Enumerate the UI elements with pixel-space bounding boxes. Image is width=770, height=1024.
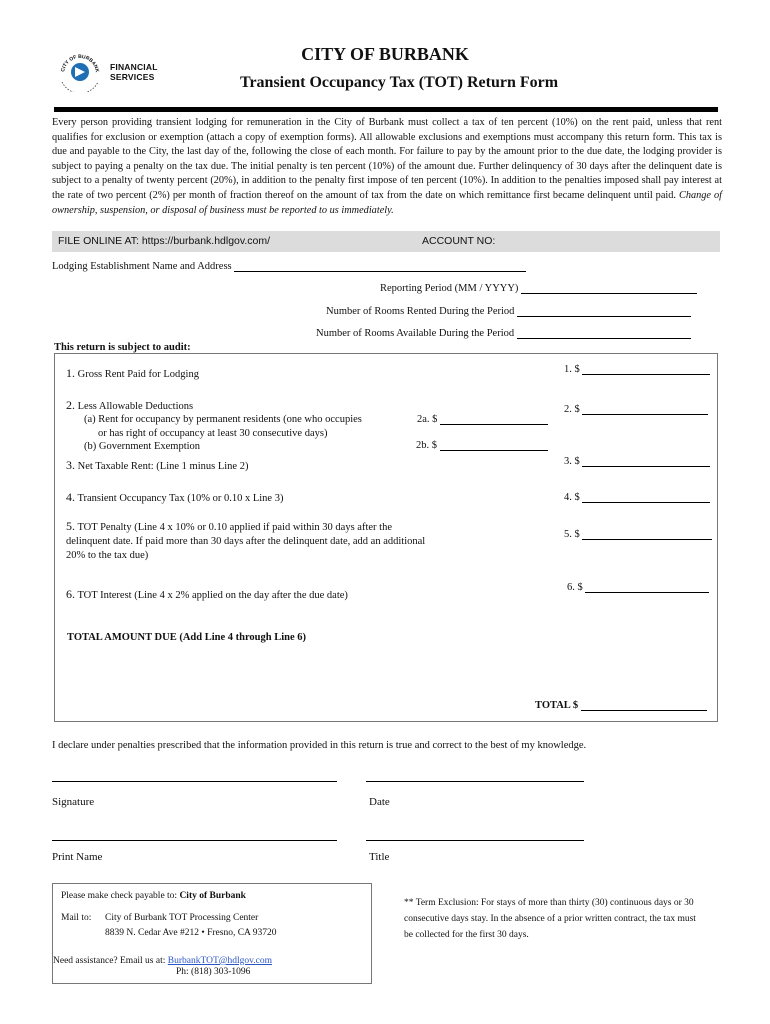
print-name-input[interactable] bbox=[52, 840, 337, 841]
check-payable-to: City of Burbank bbox=[179, 891, 246, 901]
title-input[interactable] bbox=[366, 840, 584, 841]
line-1-amount-label: 1. $ bbox=[564, 364, 580, 375]
line-6-label bbox=[66, 588, 348, 602]
rooms-available-field bbox=[316, 326, 691, 339]
line-5-amount-label: 5. $ bbox=[564, 529, 580, 540]
line-4-text: Transient Occupancy Tax (10% or 0.10 x Line 3) bbox=[77, 493, 284, 504]
reporting-period-input[interactable] bbox=[521, 281, 697, 294]
line-6-number: 6. bbox=[66, 587, 75, 601]
page-subtitle: Transient Occupancy Tax (TOT) Return Form bbox=[239, 74, 559, 91]
account-no-label: ACCOUNT NO: bbox=[422, 235, 496, 247]
line-3-number: 3. bbox=[66, 458, 75, 472]
rooms-available-label: Number of Rooms Available During the Period bbox=[316, 328, 515, 339]
lodging-name-label: Lodging Establishment Name and Address bbox=[52, 261, 232, 272]
line-2-amount-label: 2. $ bbox=[564, 404, 580, 415]
signature-label: Signature bbox=[52, 796, 95, 808]
line-4-amount-label: 4. $ bbox=[564, 492, 580, 503]
line-1-amount-input[interactable] bbox=[582, 363, 710, 375]
term-exclusion-note bbox=[404, 895, 724, 943]
line-5-number: 5. bbox=[66, 519, 75, 533]
mail-address-line2: 8839 N. Cedar Ave #212 • Fresno, CA 93720 bbox=[105, 928, 277, 938]
line-5-text-2: delinquent date. If paid more than 30 days after the delinquent date, add an additional bbox=[66, 536, 426, 547]
declaration-text: I declare under penalties prescribed that the information provided in this return is true and correct to the best of my knowledge. bbox=[52, 740, 587, 751]
line-2a-amount-input[interactable] bbox=[440, 413, 548, 425]
total-amount-due-label: TOTAL AMOUNT DUE (Add Line 4 through Line 6) bbox=[67, 632, 307, 643]
mail-to-label: Mail to: bbox=[61, 913, 92, 923]
line-3-amount bbox=[564, 455, 710, 467]
rooms-rented-input[interactable] bbox=[517, 304, 691, 317]
logo-dept-line1: FINANCIAL bbox=[110, 62, 158, 72]
total-amount bbox=[535, 699, 707, 711]
line-3-amount-input[interactable] bbox=[582, 455, 710, 467]
line-2b-amount-input[interactable] bbox=[440, 439, 548, 451]
file-online-bar bbox=[52, 231, 720, 252]
intro-body: Every person providing transient lodging for remuneration in the City of Burbank must collect a tax of ten percent (10%) on the rent paid, unless that rent qualifies for exclusion or exemption (attach a copy of exemption forms). All allowable exclusions and exemptions must accompany this return form. This tax is due and payable to the City, the last day of the, following the close of each month. For failure to pay by the amount prior to the due date, the lodging provider is subject to paying a penalty on the tax due. The initial penalty is ten percent (10%) of the amount due. Further delinquency of 30 days after the delinquent date is subject to a penalty of twenty percent (20%), in addition to the penalty first impose of ten percent (10%). In addition to the penalties imposed shall pay interest at the rate of two percent (2%) per month of fraction thereof on the amount of tax from the date on which remittance first became delinquent until paid. bbox=[52, 117, 722, 201]
line-2-amount bbox=[564, 403, 708, 415]
line-2b-text: (b) Government Exemption bbox=[84, 441, 201, 452]
line-5-text-1: TOT Penalty (Line 4 x 10% or 0.10 applied if paid within 30 days after the bbox=[77, 522, 392, 533]
mail-address-line1: City of Burbank TOT Processing Center bbox=[105, 913, 259, 923]
audit-notice: This return is subject to audit: bbox=[54, 342, 191, 353]
line-1-label bbox=[66, 367, 199, 381]
payment-info-box bbox=[52, 883, 372, 984]
file-online-link[interactable]: FILE ONLINE AT: https://burbank.hdlgov.com/ bbox=[58, 235, 271, 247]
line-3-amount-label: 3. $ bbox=[564, 456, 580, 467]
line-1-text: Gross Rent Paid for Lodging bbox=[77, 369, 199, 380]
term-note-line1: ** Term Exclusion: For stays of more than thirty (30) continuous days or 30 bbox=[404, 898, 694, 908]
reporting-period-field bbox=[380, 281, 697, 294]
total-amount-input[interactable] bbox=[581, 699, 707, 711]
lodging-name-input[interactable] bbox=[234, 259, 526, 272]
rooms-rented-field bbox=[326, 304, 691, 317]
line-6-amount bbox=[567, 581, 709, 593]
date-label: Date bbox=[369, 796, 390, 808]
line-5-label bbox=[66, 520, 392, 534]
line-3-label bbox=[66, 459, 248, 473]
line-4-label bbox=[66, 491, 283, 505]
line-6-amount-input[interactable] bbox=[585, 581, 709, 593]
line-3-text: Net Taxable Rent: (Line 1 minus Line 2) bbox=[77, 461, 249, 472]
line-6-amount-label: 6. $ bbox=[567, 582, 583, 593]
line-2b-amount-label: 2b. $ bbox=[416, 440, 437, 451]
print-name-label: Print Name bbox=[52, 851, 103, 863]
line-2b-amount bbox=[416, 439, 548, 451]
line-2a-amount-label: 2a. $ bbox=[417, 414, 438, 425]
line-4-amount bbox=[564, 491, 710, 503]
line-2-amount-input[interactable] bbox=[582, 403, 708, 415]
line-2a-amount bbox=[417, 413, 548, 425]
check-payable-line bbox=[61, 891, 246, 901]
line-4-amount-input[interactable] bbox=[582, 491, 710, 503]
line-4-number: 4. bbox=[66, 490, 75, 504]
intro-italic-note: Change of ownership, suspension, or disposal of business must be reported to us immediately. bbox=[52, 189, 722, 216]
assistance-email-link[interactable]: BurbankTOT@hdlgov.com bbox=[167, 956, 273, 966]
rooms-available-input[interactable] bbox=[517, 326, 691, 339]
intro-paragraph bbox=[52, 116, 722, 218]
line-6-text: TOT Interest (Line 4 x 2% applied on the day after the due date) bbox=[77, 590, 348, 601]
signature-input[interactable] bbox=[52, 781, 337, 782]
line-2a-text-1: (a) Rent for occupancy by permanent residents (one who occupies bbox=[84, 414, 362, 425]
date-input[interactable] bbox=[366, 781, 584, 782]
line-1-number: 1. bbox=[66, 366, 75, 380]
term-note-line2: consecutive days stay. In the absence of a prior written contract, the tax must bbox=[404, 914, 696, 924]
line-2-label bbox=[66, 399, 193, 413]
line-2-text: Less Allowable Deductions bbox=[77, 401, 194, 412]
line-5-amount bbox=[564, 528, 712, 540]
assistance-phone: Ph: (818) 303-1096 bbox=[176, 967, 251, 977]
line-5-amount-input[interactable] bbox=[582, 528, 712, 540]
rooms-rented-label: Number of Rooms Rented During the Period bbox=[326, 306, 515, 317]
total-amount-label: TOTAL $ bbox=[535, 700, 579, 711]
line-2-number: 2. bbox=[66, 398, 75, 412]
assistance-prefix: Need assistance? Email us at: bbox=[53, 956, 166, 966]
logo-dept-line2: SERVICES bbox=[110, 72, 155, 82]
check-payable-prefix: Please make check payable to: bbox=[61, 891, 178, 901]
logo-arc-text: CITY OF BURBANK bbox=[60, 53, 100, 73]
lodging-name-field bbox=[52, 259, 526, 272]
line-2a-text-2: or has right of occupancy at least 30 consecutive days) bbox=[98, 428, 328, 439]
title-label: Title bbox=[369, 851, 390, 863]
line-5-text-3: 20% to the tax due) bbox=[66, 550, 149, 561]
page-title: CITY OF BURBANK bbox=[301, 44, 469, 64]
line-1-amount bbox=[564, 363, 710, 375]
assistance-line bbox=[53, 956, 272, 966]
reporting-period-label: Reporting Period (MM / YYYY) bbox=[380, 283, 519, 294]
header-divider bbox=[54, 107, 718, 112]
term-note-line3: be collected for the first 30 days. bbox=[404, 930, 529, 940]
